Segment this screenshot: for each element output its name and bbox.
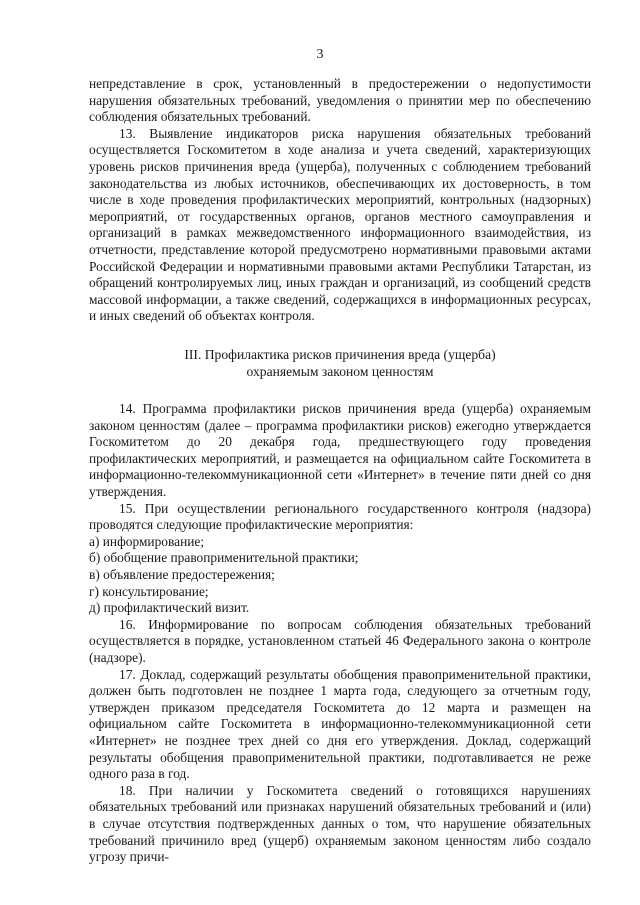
paragraphs-after <box>89 401 591 866</box>
paragraph-14: 14. Программа профилактики рисков причинения вреда (ущерба) охраняемым законом ценностям (далее – программа профилактики рисков) ежегодно утверждается Госкомитетом до 20 декабря года, предшествующего году проведения профилактических мероприятий, и размещается на официальном сайте Госкомитета в информационно-телекоммуникационной сети «Интернет» в течение пяти дней со дня утверждения. <box>89 401 591 500</box>
section-heading-line-1: III. Профилактика рисков причинения вреда (ущерба) <box>184 346 496 362</box>
paragraph-16: 16. Информирование по вопросам соблюдения обязательных требований осуществляется в порядке, установленном статьей 46 Федерального закона о контроле (надзоре). <box>89 616 591 665</box>
paragraph-15b: б) обобщение правоприменительной практики; <box>89 550 359 566</box>
paragraph-15: 15. При осуществлении регионального государственного контроля (надзора) проводятся следующие профилактические мероприятия: <box>89 500 591 533</box>
paragraph-13: 13. Выявление индикаторов риска нарушения обязательных требований осуществляется Госкомитетом в ходе анализа и учета сведений, характеризующих уровень рисков причинения вреда (ущерба), полученных с соблюдением требований законодательства из любых источников, обеспечивающих их достоверность, в том числе в ходе проведения профилактических мероприятий, контрольных (надзорных) мероприятий, от государственных органов, органов местного самоуправления и организаций в рамках межведомственного информационного взаимодействия, из отчетности, представление которой предусмотрено нормативными правовыми актами Российской Федерации и нормативными правовыми актами Республики Татарстан, из обращений контролируемых лиц, иных граждан и организаций, из сообщений средств массовой информации, а также сведений, содержащихся в информационных ресурсах, и иных сведений об объектах контроля. <box>89 125 591 324</box>
paragraph-18: 18. При наличии у Госкомитета сведений о готовящихся нарушениях обязательных требований или признаках нарушений обязательных требований и (или) в случае отсутствия подтвержденных данных о том, что нарушение обязательных требований причинило вред (ущерб) охраняемым законом ценностям либо создало угрозу причи- <box>89 782 591 865</box>
paragraph-15c: в) объявление предостережения; <box>89 567 275 583</box>
paragraph-cont: непредставление в срок, установленный в предостережении о недопустимости нарушения обязательных требований, уведомления о принятии мер по обеспечению соблюдения обязательных требований. <box>89 76 591 125</box>
paragraph-15d: г) консультирование; <box>89 583 209 599</box>
paragraphs-before <box>89 76 591 325</box>
section-heading <box>89 347 591 380</box>
paragraph-15a: а) информирование; <box>89 533 205 549</box>
section-heading-line-2: охраняемым законом ценностям <box>246 363 434 379</box>
page-number: 3 <box>316 47 324 62</box>
document-body <box>89 76 591 866</box>
paragraph-17: 17. Доклад, содержащий результаты обобщения правоприменительной практики, должен быть подготовлен не позднее 1 марта года, следующего за отчетным году, утвержден приказом председателя Госкомитета до 12 марта и размещен на официальном сайте Госкомитета в информационно-телекоммуникационной сети «Интернет» не позднее трех дней со дня его утверждения. Доклад, содержащий результаты обобщения правоприменительной практики, подготавливается не реже одного раза в год. <box>89 666 591 782</box>
paragraph-15e: д) профилактический визит. <box>89 600 250 616</box>
